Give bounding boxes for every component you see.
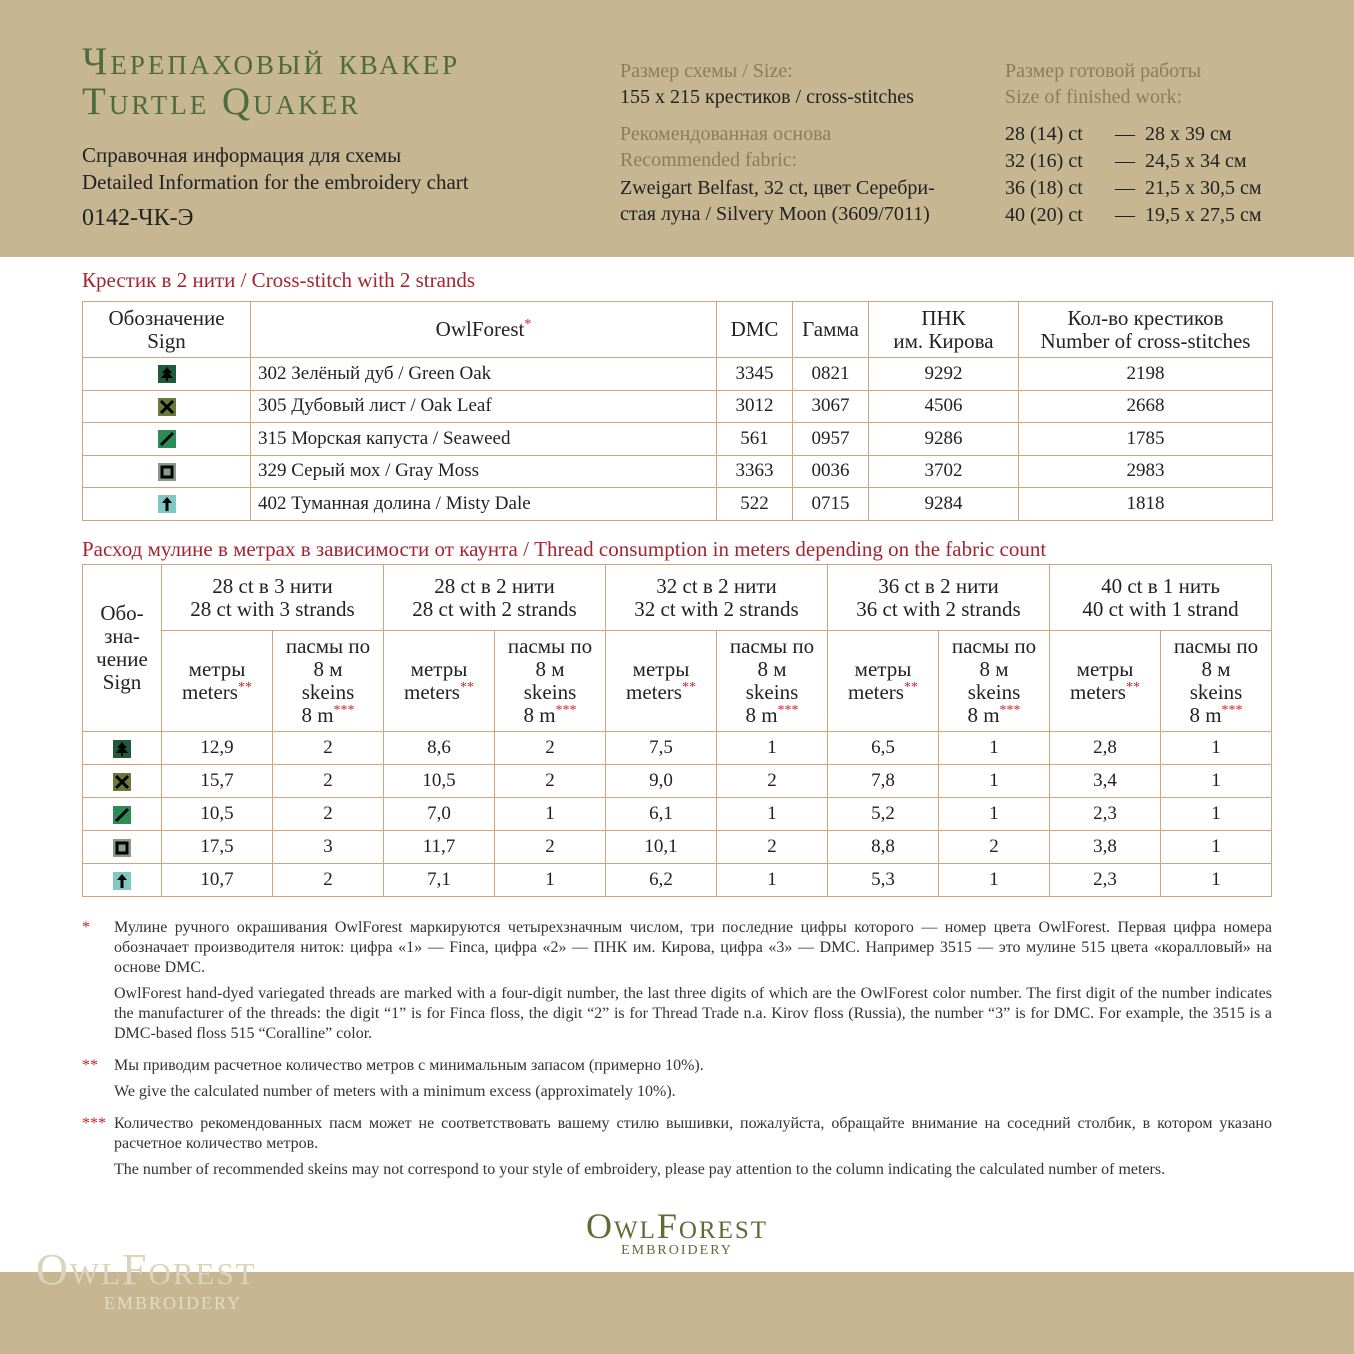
- group-header: 28 ct в 2 нити 28 ct with 2 strands: [384, 565, 606, 631]
- skeins-value: 2: [717, 831, 828, 864]
- meters-header: метры meters**: [828, 631, 939, 732]
- finished-size-info: [1005, 58, 1335, 228]
- finished-size-count: 36 (18) ct: [1005, 177, 1083, 199]
- skeins-value: 1: [717, 732, 828, 765]
- meters-value: 11,7: [384, 831, 495, 864]
- skeins-value: 1: [939, 864, 1050, 897]
- meters-value: 6,1: [606, 798, 717, 831]
- thread-name: 329 Серый мох / Gray Moss: [251, 455, 717, 488]
- group-header: 28 ct в 3 нити 28 ct with 3 strands: [162, 565, 384, 631]
- meters-value: 7,0: [384, 798, 495, 831]
- table-row: [83, 423, 1273, 456]
- gamma-code: 0957: [793, 423, 869, 456]
- thread-name: 305 Дубовый лист / Oak Leaf: [251, 390, 717, 423]
- meters-value: 9,0: [606, 765, 717, 798]
- footer-band: [0, 1245, 1354, 1354]
- skeins-value: 2: [273, 732, 384, 765]
- x-symbol: [83, 390, 251, 423]
- dmc-code: 561: [717, 423, 793, 456]
- finished-size-size: 21,5 х 30,5 см: [1145, 177, 1262, 199]
- finished-size-dash: —: [1115, 123, 1135, 145]
- thread-name: 402 Туманная долина / Misty Dale: [251, 488, 717, 521]
- stitch-count: 1785: [1019, 423, 1273, 456]
- arrow-symbol: [83, 488, 251, 521]
- finished-size-size: 28 х 39 см: [1145, 123, 1232, 145]
- header-pnk: ПНК им. Кирова: [869, 302, 1019, 358]
- thread-name: 315 Морская капуста / Seaweed: [251, 423, 717, 456]
- header-count: Кол-во крестиков Number of cross-stitches: [1019, 302, 1273, 358]
- owlforest-logo: OwlForest EMBROIDERY: [585, 1206, 769, 1258]
- skeins-value: 1: [1161, 798, 1272, 831]
- skeins-value: 1: [495, 864, 606, 897]
- table-row: [83, 798, 1272, 831]
- table1-title: Крестик в 2 нити / Cross-stitch with 2 strands: [82, 268, 476, 292]
- stitch-count: 2668: [1019, 390, 1273, 423]
- footnote: [82, 918, 1272, 1050]
- meters-value: 12,9: [162, 732, 273, 765]
- skeins-value: 1: [495, 798, 606, 831]
- size-value: 155 х 215 крестиков / cross-stitches: [620, 86, 914, 108]
- footnote-ru: Количество рекомендованных пасм может не соответствовать вашему стилю вышивки, пожалуйста, обращайте внимание на соседний столбик, в котором указано расчетное количество метров.: [114, 1115, 1272, 1152]
- meters-header: метры meters**: [606, 631, 717, 732]
- header-band: [0, 0, 1354, 257]
- skeins-value: 2: [939, 831, 1050, 864]
- meters-value: 10,5: [162, 798, 273, 831]
- gamma-code: 0715: [793, 488, 869, 521]
- finished-size-size: 24,5 х 34 см: [1145, 150, 1247, 172]
- gamma-code: 0036: [793, 455, 869, 488]
- finished-size-dash: —: [1115, 177, 1135, 199]
- skeins-value: 1: [939, 732, 1050, 765]
- meters-value: 17,5: [162, 831, 273, 864]
- meters-value: 8,8: [828, 831, 939, 864]
- table-row: [83, 390, 1273, 423]
- pnk-code: 9292: [869, 358, 1019, 391]
- meters-value: 3,8: [1050, 831, 1161, 864]
- pnk-code: 9284: [869, 488, 1019, 521]
- skeins-value: 1: [939, 798, 1050, 831]
- meters-value: 3,4: [1050, 765, 1161, 798]
- meters-value: 2,8: [1050, 732, 1161, 765]
- dmc-code: 3363: [717, 455, 793, 488]
- table-row: [83, 455, 1273, 488]
- subtitle-en: Detailed Information for the embroidery chart: [82, 170, 469, 194]
- header-sign-2: Обо- зна- чение Sign: [83, 565, 162, 732]
- consumption-table: [82, 564, 1272, 897]
- skeins-value: 1: [939, 765, 1050, 798]
- skeins-value: 1: [1161, 864, 1272, 897]
- title-ru: Черепаховый квакер: [82, 40, 461, 83]
- group-header: 40 ct в 1 нить 40 ct with 1 strand: [1050, 565, 1272, 631]
- finished-label-en: Size of finished work:: [1005, 86, 1183, 108]
- footnote-en: The number of recommended skeins may not correspond to your style of embroidery, please pay attention to the column indicating the calculated number of meters.: [114, 1161, 1166, 1178]
- skeins-value: 2: [273, 765, 384, 798]
- meters-value: 7,8: [828, 765, 939, 798]
- table-row: [83, 864, 1272, 897]
- finished-size-count: 40 (20) ct: [1005, 204, 1083, 226]
- meters-value: 7,5: [606, 732, 717, 765]
- footnote-ru: Мулине ручного окрашивания OwlForest маркируются четырехзначным числом, три последние цифры которого — номер цвета OwlForest. Первая цифра номера обозначает производителя ниток: цифра «1» — Finca, цифра «2» — ПНК им. Кирова, цифра «3» — DMC. Например 3515 — это мулине 515 цвета «коралловый» на основе DMC.: [114, 919, 1272, 976]
- meters-value: 5,3: [828, 864, 939, 897]
- meters-header: метры meters**: [162, 631, 273, 732]
- pnk-code: 9286: [869, 423, 1019, 456]
- meters-value: 10,7: [162, 864, 273, 897]
- stitch-count: 2983: [1019, 455, 1273, 488]
- meters-value: 7,1: [384, 864, 495, 897]
- stitch-count: 2198: [1019, 358, 1273, 391]
- footnote-mark: **: [82, 1057, 98, 1074]
- footnote-en: We give the calculated number of meters with a minimum excess (approximately 10%).: [114, 1083, 676, 1100]
- subtitle-ru: Справочная информация для схемы: [82, 143, 402, 167]
- meters-value: 5,2: [828, 798, 939, 831]
- watermark-sub: EMBROIDERY: [104, 1293, 243, 1313]
- skeins-value: 2: [717, 765, 828, 798]
- skeins-value: 1: [1161, 765, 1272, 798]
- finished-size-count: 32 (16) ct: [1005, 150, 1083, 172]
- fabric-label-ru: Рекомендованная основа: [620, 123, 832, 145]
- meters-value: 8,6: [384, 732, 495, 765]
- skeins-value: 2: [495, 831, 606, 864]
- footnote-mark: *: [82, 919, 90, 936]
- footnote-mark: ***: [82, 1115, 106, 1132]
- pnk-code: 4506: [869, 390, 1019, 423]
- square-symbol: [83, 831, 162, 864]
- title-en: Turtle Quaker: [82, 80, 362, 123]
- tree-symbol: [83, 732, 162, 765]
- table-row: [83, 831, 1272, 864]
- chart-code: 0142-ЧК-Э: [82, 205, 194, 231]
- skeins-value: 2: [273, 798, 384, 831]
- stitch-count: 1818: [1019, 488, 1273, 521]
- thread-table: [82, 301, 1273, 521]
- skeins-header: пасмы по 8 м skeins 8 m***: [1161, 631, 1272, 732]
- table-row: [83, 765, 1272, 798]
- pnk-code: 3702: [869, 455, 1019, 488]
- x-symbol: [83, 765, 162, 798]
- skeins-header: пасмы по 8 м skeins 8 m***: [273, 631, 384, 732]
- slash-symbol: [83, 423, 251, 456]
- square-symbol: [83, 455, 251, 488]
- footnote-ru: Мы приводим расчетное количество метров с минимальным запасом (примерно 10%).: [114, 1057, 704, 1074]
- fabric-value-2: стая луна / Silvery Moon (3609/7011): [620, 203, 930, 225]
- tree-symbol: [83, 358, 251, 391]
- finished-label-ru: Размер готовой работы: [1005, 60, 1202, 82]
- header-gamma: Гамма: [793, 302, 869, 358]
- meters-value: 2,3: [1050, 864, 1161, 897]
- skeins-value: 1: [1161, 831, 1272, 864]
- skeins-value: 2: [273, 864, 384, 897]
- dmc-code: 522: [717, 488, 793, 521]
- table-row: [83, 358, 1273, 391]
- header-dmc: DMC: [717, 302, 793, 358]
- page-title: [82, 42, 460, 122]
- arrow-symbol: [83, 864, 162, 897]
- finished-size-dash: —: [1115, 204, 1135, 226]
- header-sign: Обозначение Sign: [83, 302, 251, 358]
- slash-symbol: [83, 798, 162, 831]
- skeins-value: 1: [1161, 732, 1272, 765]
- thread-name: 302 Зелёный дуб / Green Oak: [251, 358, 717, 391]
- finished-sizes-list: [1005, 121, 1335, 228]
- dmc-code: 3012: [717, 390, 793, 423]
- table-row: [83, 732, 1272, 765]
- table2-title: Расход мулине в метрах в зависимости от каунта / Thread consumption in meters depending on the fabric count: [82, 537, 1047, 561]
- footnote-en: OwlForest hand-dyed variegated threads are marked with a four-digit number, the last three digits of which are the OwlForest color number. The first digit of the number indicates the manufacturer of the threads: the digit “1” is for Finca floss, the digit “2” is for Thread Trade n.a. Kirov floss (Russia), the number “3” is for DMC. For example, the 3515 is a DMC-based floss 515 “Coralline” color.: [114, 985, 1272, 1042]
- meters-value: 10,5: [384, 765, 495, 798]
- skeins-header: пасмы по 8 м skeins 8 m***: [939, 631, 1050, 732]
- gamma-code: 3067: [793, 390, 869, 423]
- skeins-value: 2: [495, 765, 606, 798]
- subtitle: [82, 142, 469, 196]
- gamma-code: 0821: [793, 358, 869, 391]
- group-header: 32 ct в 2 нити 32 ct with 2 strands: [606, 565, 828, 631]
- chart-info: [620, 58, 990, 227]
- meters-header: метры meters**: [384, 631, 495, 732]
- finished-size-size: 19,5 х 27,5 см: [1145, 204, 1262, 226]
- group-header: 36 ct в 2 нити 36 ct with 2 strands: [828, 565, 1050, 631]
- watermark-logo: OwlForest: [36, 1245, 257, 1294]
- skeins-value: 1: [717, 798, 828, 831]
- footnote: [82, 1056, 1272, 1108]
- fabric-label-en: Recommended fabric:: [620, 149, 798, 171]
- skeins-value: 1: [717, 864, 828, 897]
- dmc-code: 3345: [717, 358, 793, 391]
- fabric-value-1: Zweigart Belfast, 32 ct, цвет Серебри-: [620, 177, 935, 199]
- table-row: [83, 488, 1273, 521]
- meters-value: 2,3: [1050, 798, 1161, 831]
- skeins-value: 3: [273, 831, 384, 864]
- skeins-header: пасмы по 8 м skeins 8 m***: [495, 631, 606, 732]
- footnotes: [82, 918, 1272, 1192]
- meters-value: 6,2: [606, 864, 717, 897]
- skeins-value: 2: [495, 732, 606, 765]
- size-label: Размер схемы / Size:: [620, 60, 793, 82]
- finished-size-dash: —: [1115, 150, 1135, 172]
- skeins-header: пасмы по 8 м skeins 8 m***: [717, 631, 828, 732]
- meters-value: 15,7: [162, 765, 273, 798]
- meters-header: метры meters**: [1050, 631, 1161, 732]
- header-owlforest: OwlForest*: [251, 302, 717, 358]
- meters-value: 10,1: [606, 831, 717, 864]
- finished-size-count: 28 (14) ct: [1005, 123, 1083, 145]
- footnote: [82, 1114, 1272, 1186]
- meters-value: 6,5: [828, 732, 939, 765]
